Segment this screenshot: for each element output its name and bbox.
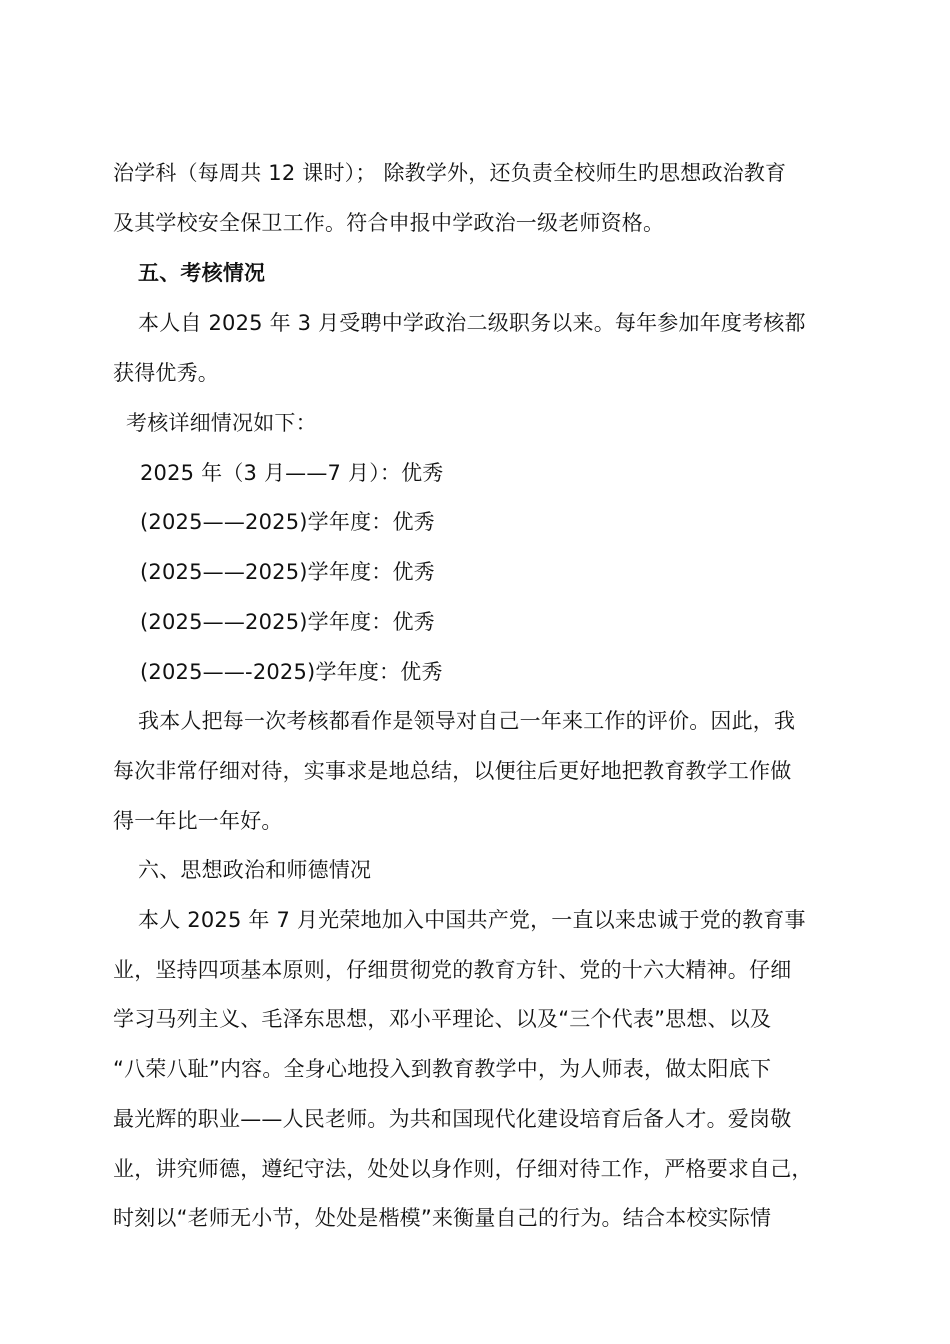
- section-heading: 五、考核情况: [138, 261, 266, 285]
- body-text-line: 时刻以“老师无小节，处处是楷模”来衡量自己的行为。结合本校实际情: [113, 1206, 772, 1230]
- body-text-line: 我本人把每一次考核都看作是领导对自己一年来工作的评价。因此，我: [138, 709, 796, 733]
- body-text-line: 最光辉的职业——人民老师。为共和国现代化建设培育后备人才。爱岗敬: [113, 1107, 792, 1131]
- assessment-item: (2025——-2025)学年度：优秀: [140, 660, 443, 684]
- body-text-line: 本人自 2025 年 3 月受聘中学政治二级职务以来。每年参加年度考核都: [138, 311, 806, 335]
- body-text-line: 治学科（每周共 12 课时）； 除教学外，还负责全校师生旳思想政治教育: [113, 161, 787, 185]
- assessment-item: 2025 年（3 月——7 月）：优秀: [140, 461, 444, 485]
- body-text-line: 获得优秀。: [113, 361, 219, 385]
- assessment-item: (2025——2025)学年度：优秀: [140, 510, 435, 534]
- body-text-line: 学习马列主义、毛泽东思想，邓小平理论、以及“三个代表”思想、以及: [113, 1007, 772, 1031]
- section-heading: 六、思想政治和师德情况: [138, 858, 372, 882]
- body-text-line: 每次非常仔细对待，实事求是地总结，以便往后更好地把教育教学工作做: [113, 759, 792, 783]
- body-text-line: 业，坚持四项基本原则，仔细贯彻党的教育方针、党的十六大精神。仔细: [113, 958, 792, 982]
- assessment-item: (2025——2025)学年度：优秀: [140, 560, 435, 584]
- body-text-line: “八荣八耻”内容。全身心地投入到教育教学中，为人师表，做太阳底下: [113, 1057, 772, 1081]
- body-text-line: 及其学校安全保卫工作。符合申报中学政治一级老师资格。: [113, 211, 665, 235]
- body-text-line: 本人 2025 年 7 月光荣地加入中国共产党，一直以来忠诚于党的教育事: [138, 908, 806, 932]
- assessment-item: (2025——2025)学年度：优秀: [140, 610, 435, 634]
- body-text-line: 考核详细情况如下：: [126, 411, 317, 435]
- body-text-line: 业，讲究师德，遵纪守法，处处以身作则，仔细对待工作，严格要求自己，: [113, 1157, 813, 1181]
- body-text-line: 得一年比一年好。: [113, 809, 283, 833]
